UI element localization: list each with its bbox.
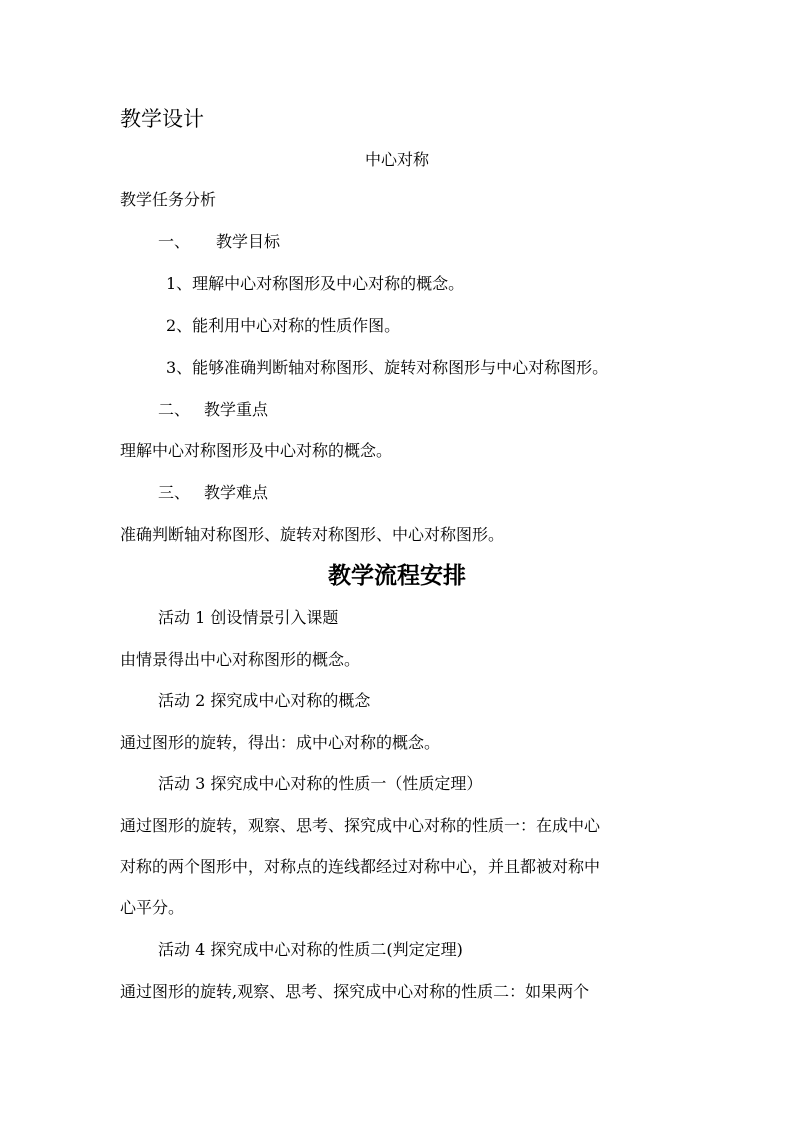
- key-point-text: 理解中心对称图形及中心对称的概念。: [120, 441, 393, 460]
- section-2-number: 二、: [158, 400, 191, 419]
- goal-item: 3、能够准确判断轴对称图形、旋转对称图形与中心对称图形。: [166, 358, 609, 377]
- activity-title: 活动 2 探究成中心对称的概念: [158, 691, 371, 710]
- activity-title: 活动 4 探究成中心对称的性质二(判定定理): [158, 940, 463, 959]
- page-title: 中心对称: [364, 150, 429, 169]
- section-2-heading: [158, 400, 268, 420]
- goal-item: 1、理解中心对称图形及中心对称的概念。: [166, 274, 465, 293]
- doc-label: 教学设计: [120, 107, 204, 131]
- section-1-number: 一、: [158, 232, 191, 251]
- section-3-label: 教学难点: [204, 483, 269, 502]
- section-3-heading: [158, 483, 268, 503]
- activity-desc: 通过图形的旋转，得出：成中心对称的概念。: [120, 733, 441, 752]
- flow-heading: 教学流程安排: [328, 562, 466, 589]
- activity-desc-line: 对称的两个图形中，对称点的连线都经过对称中心，并且都被对称中: [120, 857, 601, 876]
- activity-title: 活动 3 探究成中心对称的性质一（性质定理）: [158, 774, 483, 793]
- task-analysis-heading: 教学任务分析: [120, 190, 217, 209]
- activity-desc: 由情景得出中心对称图形的概念。: [120, 650, 361, 669]
- activity-desc-line: 通过图形的旋转,观察、思考、探究成中心对称的性质二：如果两个: [120, 982, 590, 1001]
- section-1-label: 教学目标: [216, 232, 281, 251]
- section-3-number: 三、: [158, 483, 191, 502]
- goal-item: 2、能利用中心对称的性质作图。: [166, 316, 401, 335]
- activity-desc-line: 通过图形的旋转，观察、思考、探究成中心对称的性质一：在成中心: [120, 816, 601, 835]
- section-2-label: 教学重点: [204, 400, 269, 419]
- difficulty-text: 准确判断轴对称图形、旋转对称图形、中心对称图形。: [120, 525, 505, 544]
- section-1-heading: [158, 232, 280, 252]
- activity-title: 活动 1 创设情景引入课题: [158, 608, 339, 627]
- activity-desc-line: 心平分。: [120, 898, 185, 917]
